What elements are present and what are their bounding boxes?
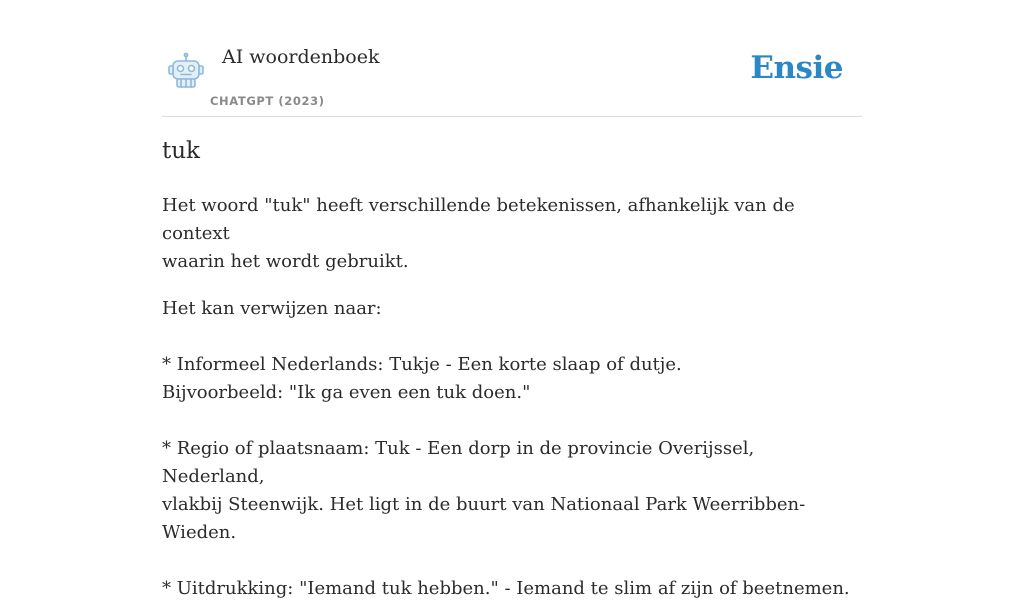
paragraph-gap	[162, 323, 862, 351]
item-3-line-1: * Uitdrukking: "Iemand tuk hebben." - Iemand te slim af zijn of beetnemen.	[162, 578, 850, 599]
robot-icon	[166, 52, 206, 90]
paragraph-gap	[162, 407, 862, 435]
dictionary-source: CHATGPT (2023)	[210, 94, 325, 108]
item-1-line-1: * Informeel Nederlands: Tukje - Een korte slaap of dutje.	[162, 354, 682, 375]
refers-line: Het kan verwijzen naar:	[162, 298, 382, 319]
item-2-line-1: * Regio of plaatsnaam: Tuk - Een dorp in de provincie Overijssel, Nederland,	[162, 438, 755, 487]
entry-definition	[162, 192, 862, 603]
dictionary-title: AI woordenboek	[222, 46, 380, 68]
intro-line-2: waarin het wordt gebruikt.	[162, 251, 409, 272]
dictionary-header	[162, 0, 862, 117]
item-1-line-2: Bijvoorbeeld: "Ik ga even een tuk doen."	[162, 382, 531, 403]
page-container	[162, 0, 862, 599]
entry-word: tuk	[162, 138, 200, 164]
paragraph-gap	[162, 547, 862, 575]
item-2-line-2: vlakbij Steenwijk. Het ligt in de buurt van Nationaal Park Weerribben-Wieden.	[162, 494, 806, 543]
paragraph-gap	[162, 276, 862, 295]
intro-line-1: Het woord "tuk" heeft verschillende betekenissen, afhankelijk van de context	[162, 195, 795, 244]
brand-logo[interactable]: Ensie	[750, 50, 843, 86]
